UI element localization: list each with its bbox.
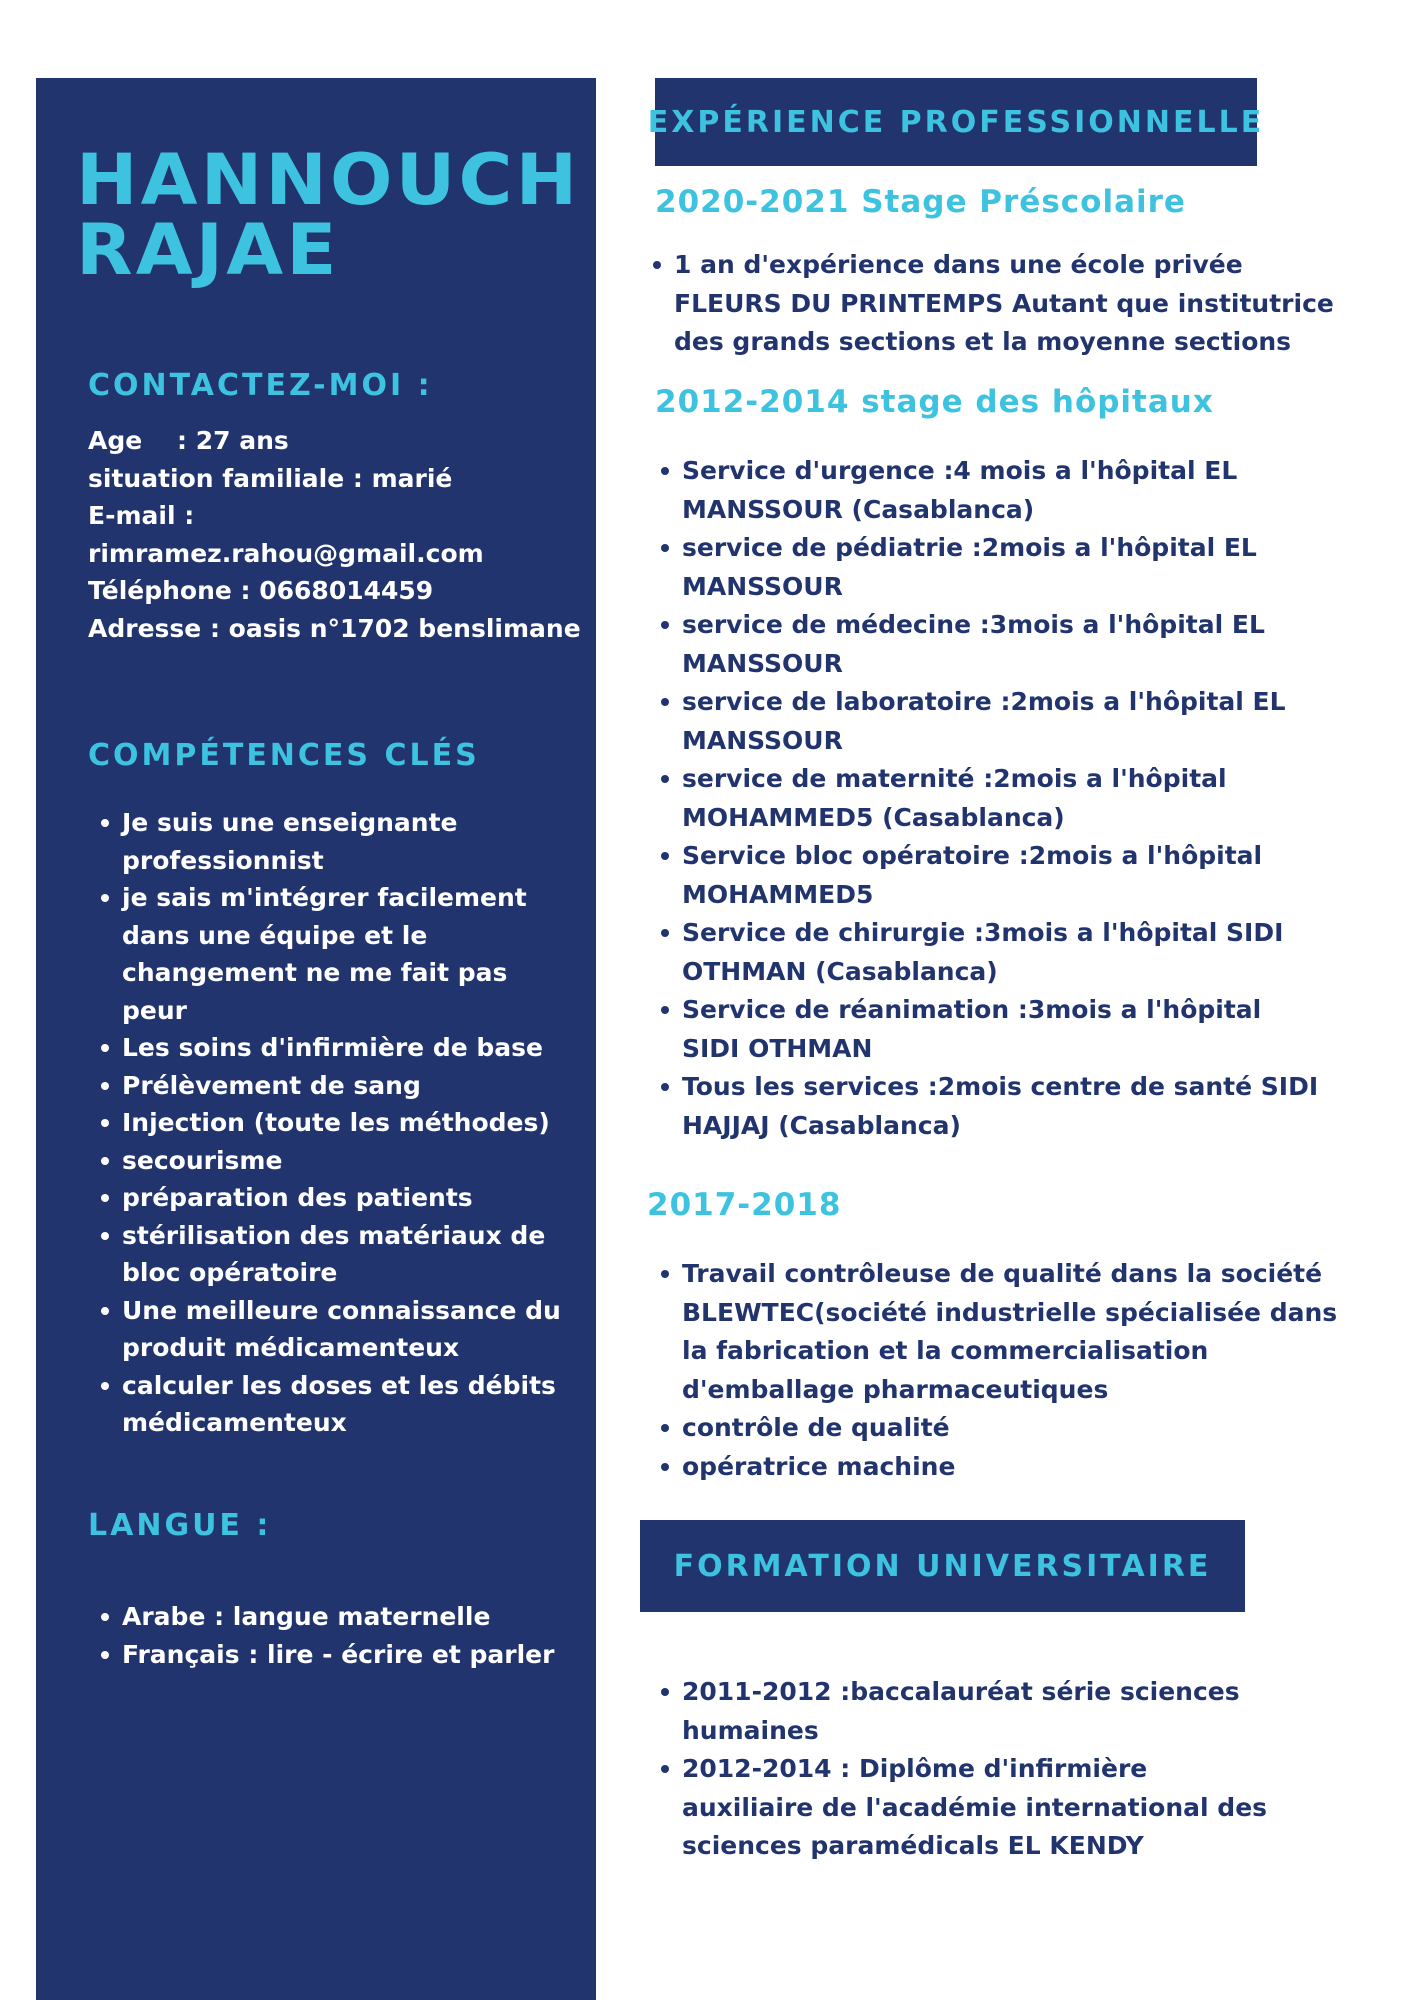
education-list xyxy=(658,1673,1278,1866)
list-item: Les soins d'infirmière de base xyxy=(98,1029,568,1067)
list-item: opératrice machine xyxy=(658,1448,1358,1487)
job-title-preschool: 2020-2021 Stage Préscolaire xyxy=(655,184,1186,220)
job-quality-list xyxy=(658,1255,1358,1486)
skills-heading: COMPÉTENCES CLÉS xyxy=(88,738,480,773)
list-item: Service de réanimation :3mois a l'hôpital SIDI OTHMAN xyxy=(658,991,1326,1068)
name-first-line: HANNOUCH xyxy=(76,139,581,221)
list-item: Service de chirurgie :3mois a l'hôpital SIDI OTHMAN (Casablanca) xyxy=(658,914,1326,991)
list-item: Arabe : langue maternelle xyxy=(98,1598,568,1636)
list-item: Injection (toute les méthodes) xyxy=(98,1104,568,1142)
job-hospitals-list xyxy=(658,452,1326,1145)
language-list xyxy=(98,1598,568,1673)
list-item: 1 an d'expérience dans une école privée FLEURS DU PRINTEMPS Autant que institutrice des grands sections et la moyenne sections xyxy=(650,246,1340,362)
contact-phone: Téléphone : 0668014459 xyxy=(88,576,434,605)
list-item: Français : lire - écrire et parler xyxy=(98,1636,568,1674)
job-title-quality: 2017-2018 xyxy=(647,1187,842,1223)
contact-age: Age : 27 ans xyxy=(88,426,289,455)
list-item: secourisme xyxy=(98,1142,568,1180)
list-item: Une meilleure connaissance du produit médicamenteux xyxy=(98,1292,568,1367)
list-item: Travail contrôleuse de qualité dans la société BLEWTEC(société industrielle spécialisée dans la fabrication et la commercialisation d'emballage pharmaceutiques xyxy=(658,1255,1358,1409)
list-item: je sais m'intégrer facilement dans une équipe et le changement ne me fait pas peur xyxy=(98,879,568,1029)
contact-email: rimramez.rahou@gmail.com xyxy=(88,538,484,568)
list-item: 2012-2014 : Diplôme d'infirmière auxiliaire de l'académie international des sciences paramédicals EL KENDY xyxy=(658,1750,1278,1866)
list-item: Prélèvement de sang xyxy=(98,1067,568,1105)
list-item: Service bloc opératoire :2mois a l'hôpital MOHAMMED5 xyxy=(658,837,1326,914)
language-heading: LANGUE : xyxy=(88,1508,272,1543)
skills-list xyxy=(98,804,568,1442)
list-item: Je suis une enseignante professionnist xyxy=(98,804,568,879)
list-item: stérilisation des matériaux de bloc opératoire xyxy=(98,1217,568,1292)
list-item: préparation des patients xyxy=(98,1179,568,1217)
name-second-line: RAJAE xyxy=(76,209,340,291)
list-item: Tous les services :2mois centre de santé SIDI HAJJAJ (Casablanca) xyxy=(658,1068,1326,1145)
list-item: 2011-2012 :baccalauréat série sciences humaines xyxy=(658,1673,1278,1750)
contact-heading: CONTACTEZ-MOI : xyxy=(88,368,433,403)
list-item: service de pédiatrie :2mois a l'hôpital EL MANSSOUR xyxy=(658,529,1326,606)
contact-family-status: situation familiale : marié xyxy=(88,463,453,493)
list-item: contrôle de qualité xyxy=(658,1409,1358,1448)
list-item: service de maternité :2mois a l'hôpital MOHAMMED5 (Casablanca) xyxy=(658,760,1326,837)
list-item: service de laboratoire :2mois a l'hôpital EL MANSSOUR xyxy=(658,683,1326,760)
job-title-hospitals: 2012-2014 stage des hôpitaux xyxy=(655,384,1214,420)
list-item: Service d'urgence :4 mois a l'hôpital EL MANSSOUR (Casablanca) xyxy=(658,452,1326,529)
candidate-name xyxy=(76,139,581,291)
experience-heading: EXPÉRIENCE PROFESSIONNELLE xyxy=(655,78,1257,166)
list-item: calculer les doses et les débits médicamenteux xyxy=(98,1367,568,1442)
contact-details xyxy=(88,422,581,647)
list-item: service de médecine :3mois a l'hôpital EL MANSSOUR xyxy=(658,606,1326,683)
contact-address: Adresse : oasis n°1702 benslimane xyxy=(88,613,581,643)
education-heading: FORMATION UNIVERSITAIRE xyxy=(640,1520,1245,1612)
job-preschool-list xyxy=(650,246,1340,362)
contact-email-label: E-mail : xyxy=(88,501,195,530)
